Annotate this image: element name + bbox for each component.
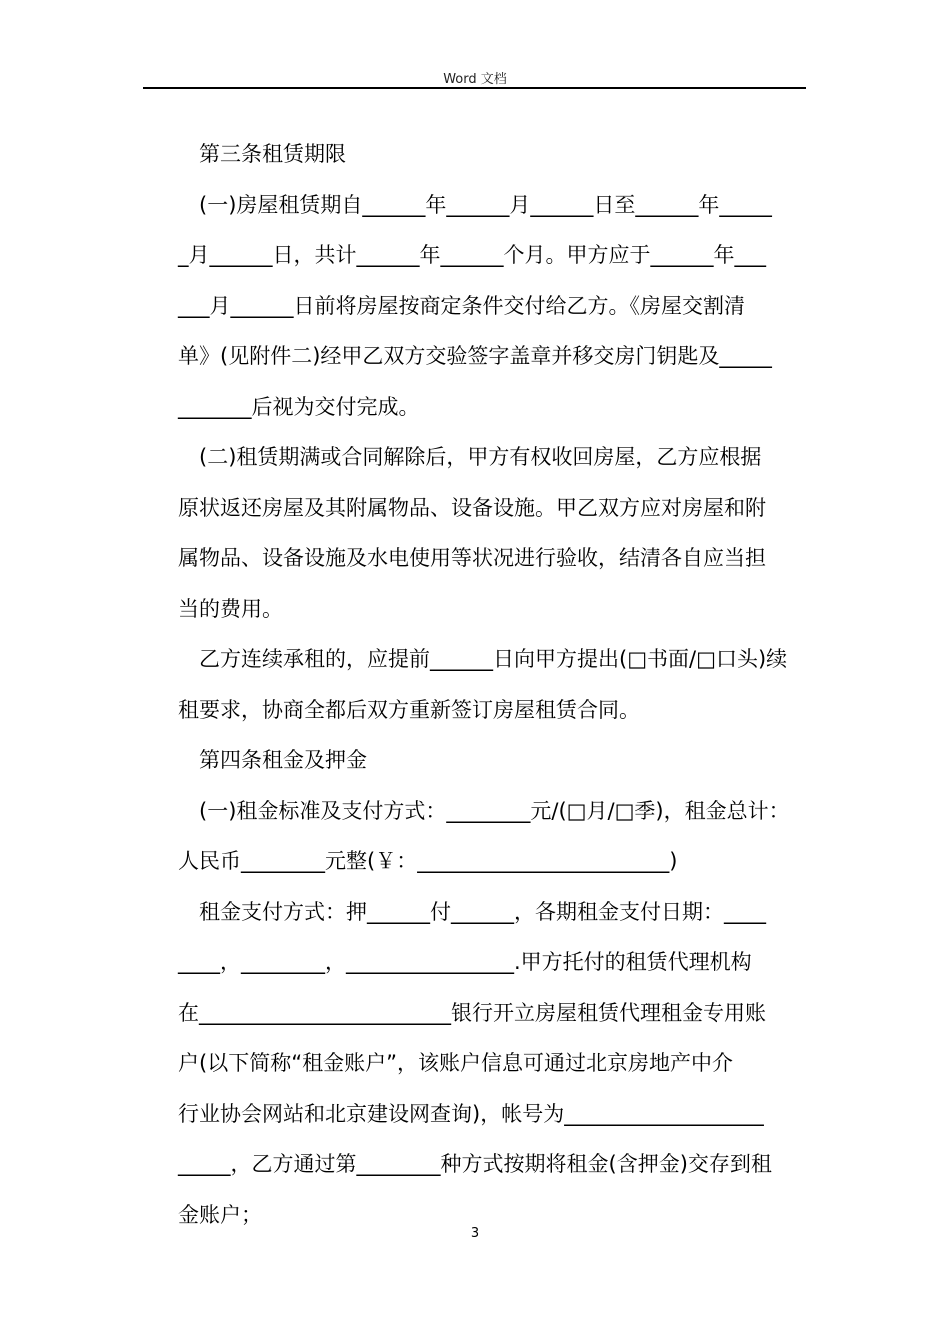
paragraph-line: ____，________，________________.甲方托付的租赁代理机构 [178,950,752,974]
page-number: 3 [470,1226,480,1241]
paragraph-line: _____，乙方通过第________种方式按期将租金(含押金)交存到租 [178,1152,772,1176]
paragraph-line: 属物品、设备设施及水电使用等状况进行验收，结清各自应当担 [178,546,766,570]
paragraph-line: (一)房屋租赁期自______年______月______日至______年_____ [199,192,772,217]
paragraph-line: 人民币________元整(￥：________________________) [178,849,678,873]
document-body [178,129,808,1240]
header-divider [143,87,806,89]
paragraph-line: _______后视为交付完成。 [178,394,420,419]
paragraph-line: 乙方连续承租的，应提前______日向甲方提出(□书面/□口头)续 [199,647,788,671]
page-header-title: Word 文档 [443,72,507,87]
paragraph-line: 户(以下简称“租金账户”，该账户信息可通过北京房地产中介 [178,1051,733,1075]
paragraph-line: 租金支付方式：押______付______，各期租金支付日期：____ [199,899,766,924]
paragraph-line: 在________________________银行开立房屋租赁代理租金专用账 [178,1000,766,1025]
paragraph-line: ___月______日前将房屋按商定条件交付给乙方。《房屋交割清 [178,293,745,318]
paragraph-line: 行业协会网站和北京建设网查询)，帐号为___________________ [178,1101,764,1126]
paragraph-line: _月______日，共计______年______个月。甲方应于______年___ [178,243,766,267]
paragraph-line: 原状返还房屋及其附属物品、设备设施。甲乙双方应对房屋和附 [178,495,766,520]
paragraph-line: (一)租金标准及支付方式：________元/(□月/□季)，租金总计： [199,798,790,823]
paragraph-line: 单》(见附件二)经甲乙双方交验签字盖章并移交房门钥匙及_____ [178,344,772,368]
article-heading: 第四条租金及押金 [199,748,367,772]
article-heading: 第三条租赁期限 [199,142,346,166]
paragraph-line: (二)租赁期满或合同解除后，甲方有权收回房屋，乙方应根据 [199,445,762,469]
paragraph-line: 租要求，协商全都后双方重新签订房屋租赁合同。 [178,697,640,722]
paragraph-line: 金账户； [178,1202,262,1227]
paragraph-line: 当的费用。 [178,596,283,621]
